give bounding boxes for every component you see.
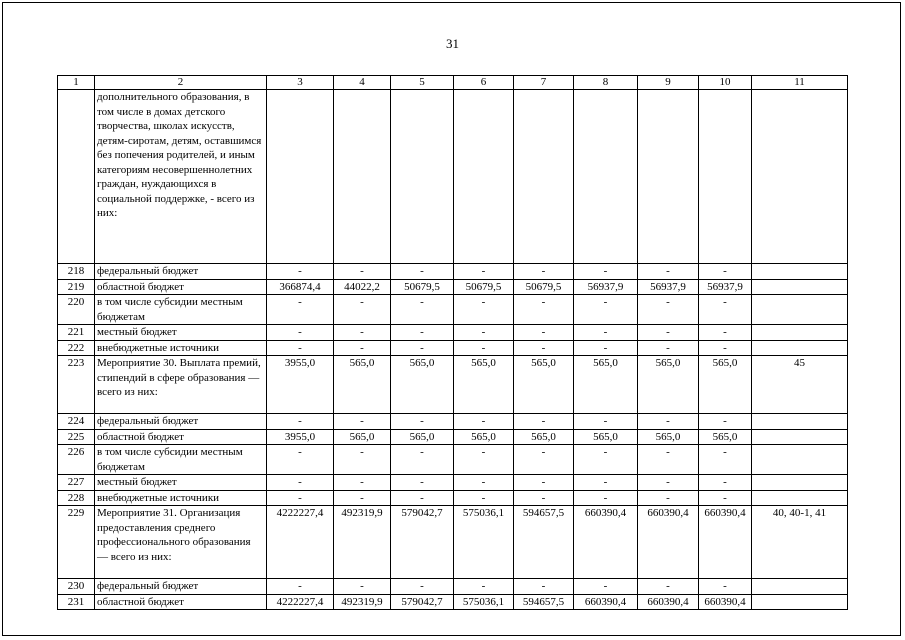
value-cell: - — [267, 579, 334, 595]
value-cell: 565,0 — [391, 356, 454, 414]
value-cell: 565,0 — [699, 429, 752, 445]
column-header: 11 — [752, 76, 848, 90]
value-cell: 660390,4 — [574, 506, 638, 579]
value-cell: 565,0 — [454, 356, 514, 414]
value-cell — [267, 90, 334, 264]
value-cell: - — [574, 325, 638, 341]
row-number: 230 — [58, 579, 95, 595]
value-cell: - — [454, 445, 514, 475]
value-cell: 660390,4 — [638, 594, 699, 610]
value-cell: - — [699, 490, 752, 506]
value-cell: 579042,7 — [391, 506, 454, 579]
value-cell: 594657,5 — [514, 594, 574, 610]
value-cell: 575036,1 — [454, 506, 514, 579]
value-cell: 565,0 — [574, 429, 638, 445]
value-cell: - — [334, 579, 391, 595]
value-cell: - — [514, 445, 574, 475]
table-row — [58, 356, 848, 414]
row-name: в том числе субсидии местным бюджетам — [95, 445, 267, 475]
value-cell: 44022,2 — [334, 279, 391, 295]
value-cell: 660390,4 — [638, 506, 699, 579]
value-cell: 579042,7 — [391, 594, 454, 610]
value-cell: - — [699, 295, 752, 325]
reference-cell — [752, 295, 848, 325]
value-cell: - — [454, 340, 514, 356]
value-cell: - — [391, 295, 454, 325]
row-number: 225 — [58, 429, 95, 445]
value-cell: - — [574, 414, 638, 430]
row-number: 221 — [58, 325, 95, 341]
column-header: 1 — [58, 76, 95, 90]
value-cell: 3955,0 — [267, 356, 334, 414]
row-name: областной бюджет — [95, 429, 267, 445]
reference-cell — [752, 264, 848, 280]
table-row — [58, 279, 848, 295]
value-cell: 3955,0 — [267, 429, 334, 445]
value-cell: - — [267, 325, 334, 341]
table-row — [58, 340, 848, 356]
value-cell: 660390,4 — [574, 594, 638, 610]
row-name: областной бюджет — [95, 279, 267, 295]
table-row — [58, 90, 848, 264]
row-name: Мероприятие 30. Выплата премий, стипендий в сфере образования — всего из них: — [95, 356, 267, 414]
value-cell: 492319,9 — [334, 506, 391, 579]
reference-cell — [752, 579, 848, 595]
value-cell — [699, 90, 752, 264]
reference-cell — [752, 325, 848, 341]
value-cell: 565,0 — [391, 429, 454, 445]
value-cell — [514, 90, 574, 264]
table-row — [58, 594, 848, 610]
value-cell — [574, 90, 638, 264]
value-cell: 565,0 — [638, 356, 699, 414]
table-row — [58, 579, 848, 595]
row-name: Мероприятие 31. Организация предоставления среднего профессионального образования — всего из них: — [95, 506, 267, 579]
value-cell: - — [638, 264, 699, 280]
value-cell: - — [699, 445, 752, 475]
table-row — [58, 264, 848, 280]
value-cell: - — [514, 414, 574, 430]
value-cell: - — [267, 414, 334, 430]
value-cell: - — [574, 490, 638, 506]
value-cell: - — [514, 475, 574, 491]
value-cell: - — [638, 475, 699, 491]
row-number: 222 — [58, 340, 95, 356]
table-row — [58, 475, 848, 491]
value-cell: - — [699, 325, 752, 341]
reference-cell: 40, 40-1, 41 — [752, 506, 848, 579]
value-cell: - — [514, 264, 574, 280]
value-cell: - — [334, 490, 391, 506]
value-cell: - — [638, 414, 699, 430]
value-cell: 594657,5 — [514, 506, 574, 579]
value-cell: - — [391, 490, 454, 506]
value-cell: 50679,5 — [454, 279, 514, 295]
value-cell: 366874,4 — [267, 279, 334, 295]
value-cell: - — [574, 264, 638, 280]
column-header: 7 — [514, 76, 574, 90]
value-cell: - — [391, 340, 454, 356]
value-cell: - — [391, 445, 454, 475]
value-cell: - — [391, 414, 454, 430]
value-cell — [334, 90, 391, 264]
value-cell: - — [334, 475, 391, 491]
table-row — [58, 414, 848, 430]
value-cell: - — [267, 340, 334, 356]
value-cell: - — [699, 414, 752, 430]
value-cell: - — [391, 475, 454, 491]
value-cell: - — [334, 414, 391, 430]
value-cell: - — [454, 325, 514, 341]
row-name: федеральный бюджет — [95, 414, 267, 430]
column-header: 3 — [267, 76, 334, 90]
value-cell: 4222227,4 — [267, 594, 334, 610]
value-cell: 565,0 — [454, 429, 514, 445]
value-cell: - — [267, 295, 334, 325]
reference-cell: 45 — [752, 356, 848, 414]
value-cell: 4222227,4 — [267, 506, 334, 579]
column-header: 8 — [574, 76, 638, 90]
value-cell: - — [391, 325, 454, 341]
value-cell: - — [454, 490, 514, 506]
value-cell: - — [514, 325, 574, 341]
value-cell: 660390,4 — [699, 594, 752, 610]
value-cell: - — [267, 475, 334, 491]
value-cell: - — [574, 445, 638, 475]
reference-cell — [752, 90, 848, 264]
value-cell: - — [699, 475, 752, 491]
value-cell: 565,0 — [334, 429, 391, 445]
value-cell: - — [267, 264, 334, 280]
row-name: местный бюджет — [95, 475, 267, 491]
row-number: 219 — [58, 279, 95, 295]
row-number: 220 — [58, 295, 95, 325]
value-cell: - — [514, 490, 574, 506]
value-cell: - — [638, 445, 699, 475]
reference-cell — [752, 340, 848, 356]
value-cell — [391, 90, 454, 264]
value-cell: - — [638, 340, 699, 356]
value-cell: - — [638, 295, 699, 325]
row-name: внебюджетные источники — [95, 490, 267, 506]
value-cell: 492319,9 — [334, 594, 391, 610]
value-cell: - — [574, 475, 638, 491]
table-row — [58, 325, 848, 341]
reference-cell — [752, 414, 848, 430]
reference-cell — [752, 594, 848, 610]
column-header: 9 — [638, 76, 699, 90]
row-number — [58, 90, 95, 264]
row-name: дополнительного образования, в том числе в домах детского творчества, школах искусств, детям-сиротам, детям, оставшимся без попечения родителей, и иным категориям несовершеннолетних граждан, нуждающихся в социальной поддержке, - всего из них: — [95, 90, 267, 264]
row-name: федеральный бюджет — [95, 264, 267, 280]
column-header: 10 — [699, 76, 752, 90]
value-cell: - — [267, 490, 334, 506]
value-cell: 565,0 — [514, 356, 574, 414]
row-name: федеральный бюджет — [95, 579, 267, 595]
value-cell: - — [638, 490, 699, 506]
row-number: 226 — [58, 445, 95, 475]
value-cell: - — [574, 340, 638, 356]
header-row — [58, 76, 848, 90]
reference-cell — [752, 445, 848, 475]
row-name: в том числе субсидии местным бюджетам — [95, 295, 267, 325]
value-cell: - — [699, 579, 752, 595]
value-cell: 565,0 — [699, 356, 752, 414]
value-cell: 565,0 — [638, 429, 699, 445]
value-cell: - — [454, 295, 514, 325]
row-number: 223 — [58, 356, 95, 414]
table-row — [58, 295, 848, 325]
row-number: 227 — [58, 475, 95, 491]
column-header: 6 — [454, 76, 514, 90]
page-number: 31 — [446, 36, 459, 51]
value-cell: - — [334, 340, 391, 356]
value-cell: 565,0 — [334, 356, 391, 414]
table-row — [58, 445, 848, 475]
value-cell: 565,0 — [574, 356, 638, 414]
column-header: 4 — [334, 76, 391, 90]
row-name: местный бюджет — [95, 325, 267, 341]
row-name: внебюджетные источники — [95, 340, 267, 356]
column-header: 2 — [95, 76, 267, 90]
reference-cell — [752, 475, 848, 491]
value-cell: 56937,9 — [699, 279, 752, 295]
value-cell: - — [334, 325, 391, 341]
row-number: 229 — [58, 506, 95, 579]
value-cell: - — [699, 340, 752, 356]
row-number: 231 — [58, 594, 95, 610]
value-cell: - — [638, 325, 699, 341]
reference-cell — [752, 429, 848, 445]
reference-cell — [752, 279, 848, 295]
value-cell: 56937,9 — [574, 279, 638, 295]
value-cell: - — [638, 579, 699, 595]
value-cell: - — [574, 295, 638, 325]
value-cell: 660390,4 — [699, 506, 752, 579]
table-row — [58, 490, 848, 506]
value-cell: 50679,5 — [514, 279, 574, 295]
value-cell: - — [454, 475, 514, 491]
value-cell: - — [454, 414, 514, 430]
value-cell — [638, 90, 699, 264]
value-cell: - — [391, 579, 454, 595]
value-cell: - — [267, 445, 334, 475]
value-cell — [454, 90, 514, 264]
value-cell: - — [391, 264, 454, 280]
value-cell: - — [334, 295, 391, 325]
value-cell: - — [334, 445, 391, 475]
table-row — [58, 506, 848, 579]
value-cell: - — [514, 340, 574, 356]
value-cell: 56937,9 — [638, 279, 699, 295]
reference-cell — [752, 490, 848, 506]
value-cell: - — [514, 579, 574, 595]
value-cell: 565,0 — [514, 429, 574, 445]
row-number: 228 — [58, 490, 95, 506]
value-cell: - — [454, 579, 514, 595]
value-cell: - — [514, 295, 574, 325]
table-row — [58, 429, 848, 445]
column-header: 5 — [391, 76, 454, 90]
value-cell: 50679,5 — [391, 279, 454, 295]
value-cell: - — [699, 264, 752, 280]
budget-table — [57, 75, 848, 610]
value-cell: 575036,1 — [454, 594, 514, 610]
value-cell: - — [574, 579, 638, 595]
row-name: областной бюджет — [95, 594, 267, 610]
value-cell: - — [454, 264, 514, 280]
value-cell: - — [334, 264, 391, 280]
row-number: 218 — [58, 264, 95, 280]
row-number: 224 — [58, 414, 95, 430]
